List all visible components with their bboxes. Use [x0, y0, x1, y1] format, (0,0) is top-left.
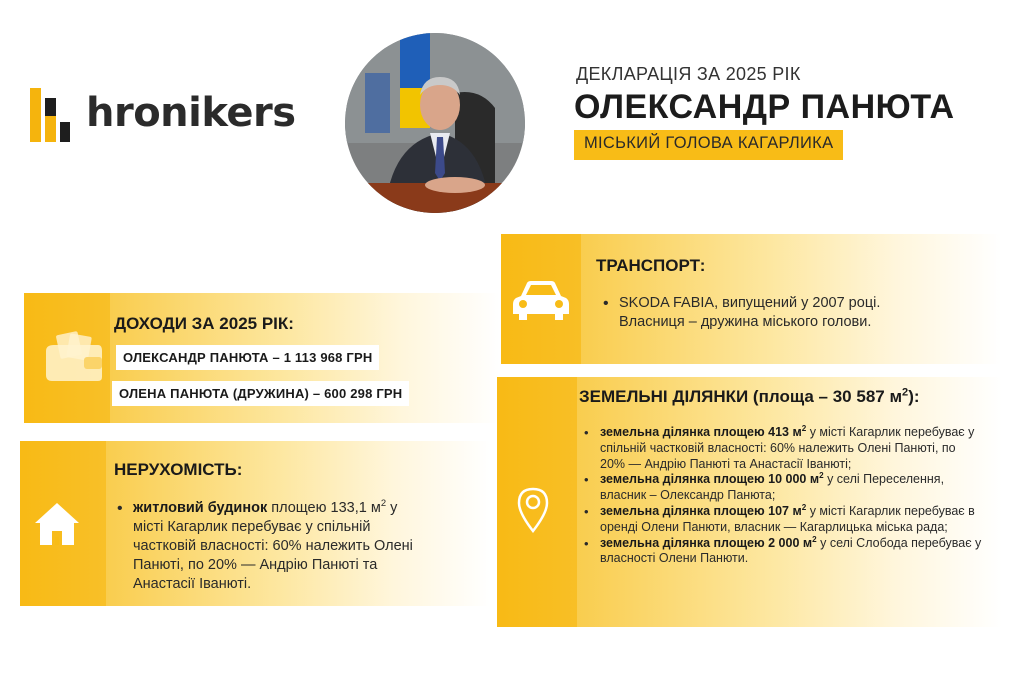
land-card: [497, 377, 1002, 627]
list-item: • земельна ділянка площею 10 000 $м^2$ у селі Переселення, власник – Олександр Панюта;: [582, 472, 982, 504]
list-item: • земельна ділянка площею 107 $м^2$ у місті Кагарлик перебуває в оренді Олени Панюти, власник — Кагарлицька міська рада;: [582, 504, 982, 536]
declaration-year: ДЕКЛАРАЦІЯ ЗА 2025 РІК: [576, 64, 801, 84]
real-estate-title: НЕРУХОМІСТЬ:: [114, 460, 243, 479]
house-icon: [32, 499, 82, 554]
transport-list: [601, 294, 931, 332]
list-item: • житловий будинок площею 133,1 $м^2$ у місті Кагарлик перебуває у спільній частковій власності: 60% належить Олені Панюті, по 20% — Андрію Панюті та Анастасії Іванюті.: [115, 499, 415, 594]
map-pin-icon: [517, 487, 549, 538]
car-icon: [511, 278, 571, 327]
list-item: • SKODA FABIA, випущений у 2007 році. Власниця – дружина міського голови.: [601, 294, 931, 332]
list-item: • земельна ділянка площею 413 $м^2$ у місті Кагарлик перебуває у спільній частковій власності: 60% належить Олені Панюті, по 20% — Андрію Панюті та Анастасії Іванюті;: [582, 425, 982, 472]
logo-text: hronikers: [86, 90, 296, 136]
official-name: ОЛЕКСАНДР ПАНЮТА: [574, 88, 955, 126]
income-item: ОЛЕНА ПАНЮТА (ДРУЖИНА) – 600 298 ГРН: [112, 381, 409, 406]
transport-card: [501, 234, 1001, 364]
portrait-photo: [345, 33, 525, 213]
wallet-icon: [44, 331, 104, 388]
real-estate-card: [20, 441, 490, 606]
land-title: ЗЕМЕЛЬНІ ДІЛЯНКИ (площа – 30 587 $м^2$):: [579, 386, 920, 406]
hronikers-logo[interactable]: [30, 88, 320, 142]
real-estate-list: [115, 499, 415, 594]
logo-mark-icon: [30, 88, 80, 142]
transport-title: ТРАНСПОРТ:: [596, 256, 706, 275]
income-item: ОЛЕКСАНДР ПАНЮТА – 1 113 968 ГРН: [116, 345, 379, 370]
official-position: МІСЬКИЙ ГОЛОВА КАГАРЛИКА: [574, 130, 843, 160]
list-item: • земельна ділянка площею 2 000 $м^2$ у селі Слобода перебуває у власності Олени Панюти.: [582, 536, 982, 568]
land-list: [582, 425, 982, 567]
income-title: ДОХОДИ ЗА 2025 РІК:: [114, 314, 294, 333]
income-card: [24, 293, 499, 423]
